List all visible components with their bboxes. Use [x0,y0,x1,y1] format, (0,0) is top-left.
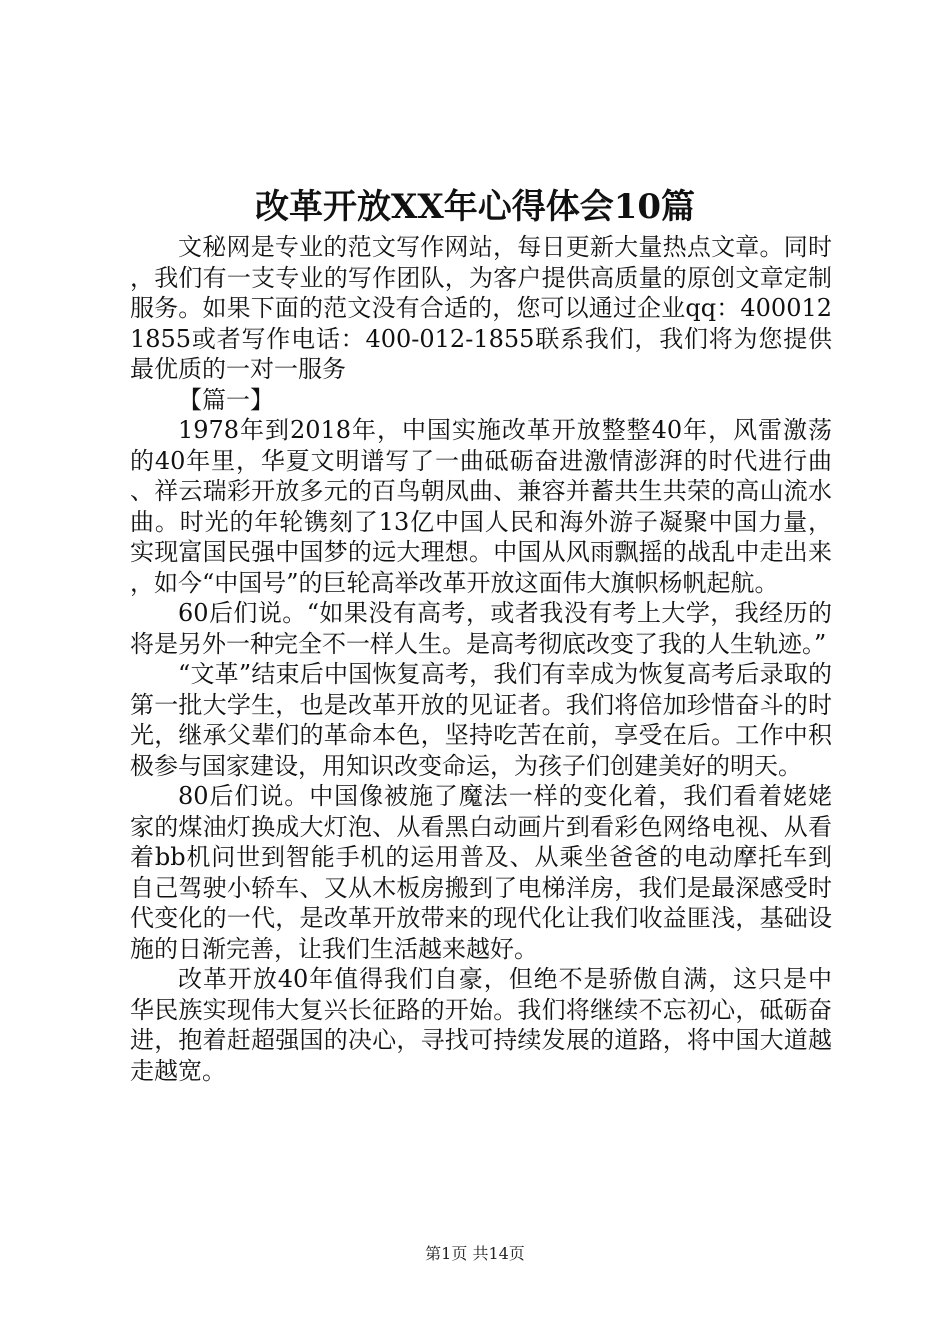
body-paragraph: “文革”结束后中国恢复高考，我们有幸成为恢复高考后录取的第一批大学生，也是改革开放的见证者。我们将倍加珍惜奋斗的时光，继承父辈们的革命本色，坚持吃苦在前，享受在后。工作中积极参与国家建设，用知识改变命运，为孩子们创建美好的明天。 [130,660,832,780]
intro-paragraph: 文秘网是专业的范文写作网站，每日更新大量热点文章。同时，我们有一支专业的写作团队，为客户提供高质量的原创文章定制服务。如果下面的范文没有合适的，您可以通过企业qq：4000121855或者写作电话：400-012-1855联系我们，我们将为您提供最优质的一对一服务 [130,233,832,383]
body-paragraph: 改革开放40年值得我们自豪，但绝不是骄傲自满，这只是中华民族实现伟大复兴长征路的开始。我们将继续不忘初心，砥砺奋进，抱着赶超强国的决心，寻找可持续发展的道路，将中国大道越走越宽。 [130,965,832,1085]
document-title: 改革开放XX年心得体会10篇 [254,187,696,227]
body-paragraph: 1978年到2018年，中国实施改革开放整整40年，风雷激荡的40年里，华夏文明谱写了一曲砥砺奋进激情澎湃的时代进行曲、祥云瑞彩开放多元的百鸟朝凤曲、兼容并蓄共生共荣的高山流水曲。时光的年轮镌刻了13亿中国人民和海外游子凝聚中国力量，实现富国民强中国梦的远大理想。中国从风雨飘摇的战乱中走出来，如今“中国号”的巨轮高举改革开放这面伟大旗帜杨帆起航。 [130,416,832,597]
body-paragraph: 60后们说。“如果没有高考，或者我没有考上大学，我经历的将是另外一种完全不一样人生。是高考彻底改变了我的人生轨迹。” [130,599,832,658]
section-heading: 【篇一】 [178,385,274,414]
document-body [130,232,832,1086]
body-paragraph: 80后们说。中国像被施了魔法一样的变化着，我们看着姥姥家的煤油灯换成大灯泡、从看黑白动画片到看彩色网络电视、从看着bb机问世到智能手机的运用普及、从乘坐爸爸的电动摩托车到自己驾驶小轿车、又从木板房搬到了电梯洋房，我们是最深感受时代变化的一代，是改革开放带来的现代化让我们收益匪浅，基础设施的日渐完善，让我们生活越来越好。 [130,782,832,963]
page-footer: 第1页 共14页 [425,1244,525,1263]
